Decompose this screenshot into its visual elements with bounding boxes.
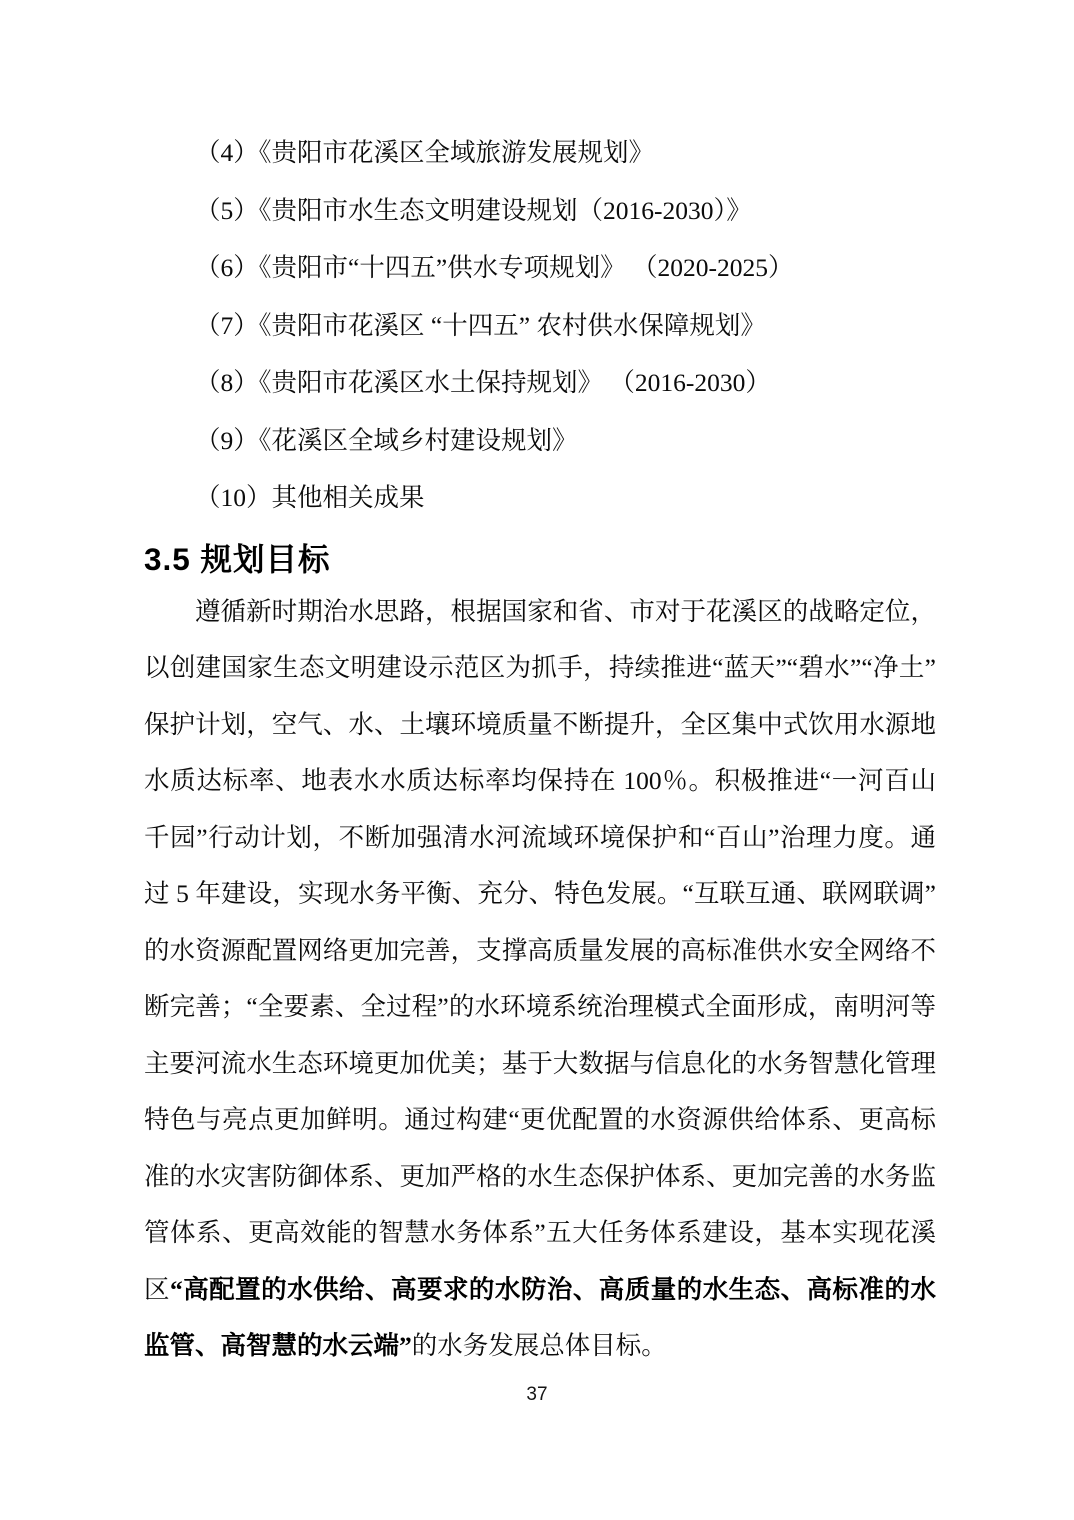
body-paragraph (144, 584, 936, 1375)
page-number: 37 (526, 1384, 548, 1405)
list-item: （8）《贵阳市花溪区水土保持规划》 （2016-2030） (195, 368, 771, 397)
paragraph-text-end: 的水务发展总体目标。 (411, 1331, 667, 1360)
page-content (144, 0, 936, 1375)
reference-list (144, 124, 936, 527)
list-item: （10）其他相关成果 (195, 483, 425, 512)
list-item: （5）《贵阳市水生态文明建设规划（2016-2030）》 (195, 195, 752, 225)
list-item: （4）《贵阳市花溪区全域旅游发展规划》 (195, 138, 655, 167)
section-heading: 3.5 规划目标 (144, 540, 331, 577)
list-item: （9）《花溪区全域乡村建设规划》 (195, 425, 578, 455)
list-item: （7）《贵阳市花溪区 “十四五” 农村供水保障规划》 (195, 310, 766, 340)
list-item: （6）《贵阳市“十四五”供水专项规划》 （2020-2025） (195, 253, 794, 282)
paragraph-bold-emphasis: “高配置的水供给、高要求的水防治、高质量的水生态、高标准的水监管、高智慧的水云端” (144, 1274, 936, 1360)
paragraph-text-start: 遵循新时期治水思路，根据国家和省、市对于花溪区的战略定位，以创建国家生态文明建设示范区为抓手，持续推进“蓝天”“碧水”“净土”保护计划，空气、水、土壤环境质量不断提升，全区集中式饮用水源地水质达标率、地表水水质达标率均保持在 100％。积极推进“一河百山千园”行动计划，不断加强清水河流域环境保护和“百山”治理力度。通过 5 年建设，实现水务平衡、充分、特色发展。“互联互通、联网联调”的水资源配置网络更加完善，支撑高质量发展的高标准供水安全网络不断完善；“全要素、全过程”的水环境系统治理模式全面形成，南明河等主要河流水生态环境更加优美；基于大数据与信息化的水务智慧化管理特色与亮点更加鲜明。通过构建“更优配置的水资源供给体系、更高标准的水灾害防御体系、更加严格的水生态保护体系、更加完善的水务监管体系、更高效能的智慧水务体系”五大任务体系建设，基本实现花溪区 (144, 596, 936, 1304)
